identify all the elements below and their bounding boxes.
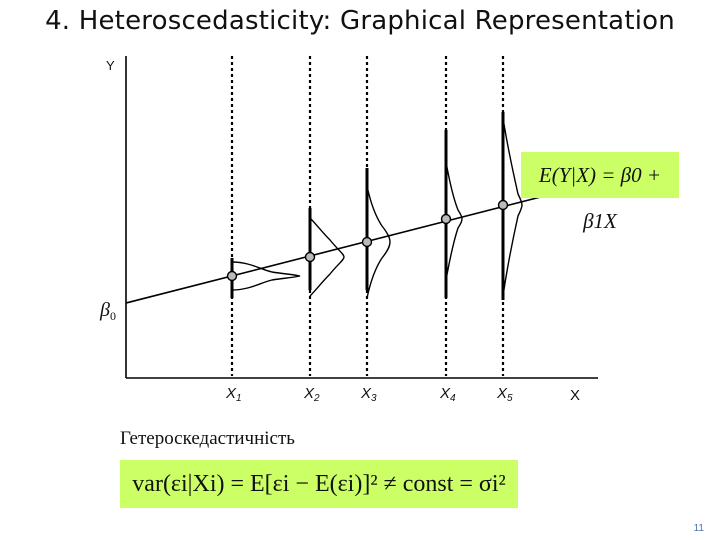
regression-formula-box: E(Y|X) = β0 + β1X [521,152,679,198]
variance-formula-box: var(εi|Xi) = E[εi − E(εi)]² ≠ const = σi² [120,460,518,508]
slide-title: 4. Heteroscedasticity: Graphical Representation [45,6,675,36]
point-x2 [306,253,315,262]
tick-x5: $X_5$ [497,385,513,404]
density-curve-1 [232,262,300,290]
heteroscedasticity-caption: Гетероскедастичність [120,428,295,449]
point-x1 [228,272,237,281]
tick-x2: $X_2$ [304,385,320,404]
point-x5 [499,201,508,210]
density-curves [232,118,522,298]
tick-x3: $X_3$ [361,385,377,404]
page-number: 11 [693,523,704,534]
intercept-label: $\beta_0$ [100,299,116,323]
y-axis-label: Y [106,58,115,73]
x-axis-label: X [570,387,581,404]
point-x3 [363,238,372,247]
point-x4 [442,215,451,224]
tick-x4: $X_4$ [440,385,456,404]
tick-x1: $X_1$ [226,385,242,404]
x-tick-labels [225,385,513,404]
